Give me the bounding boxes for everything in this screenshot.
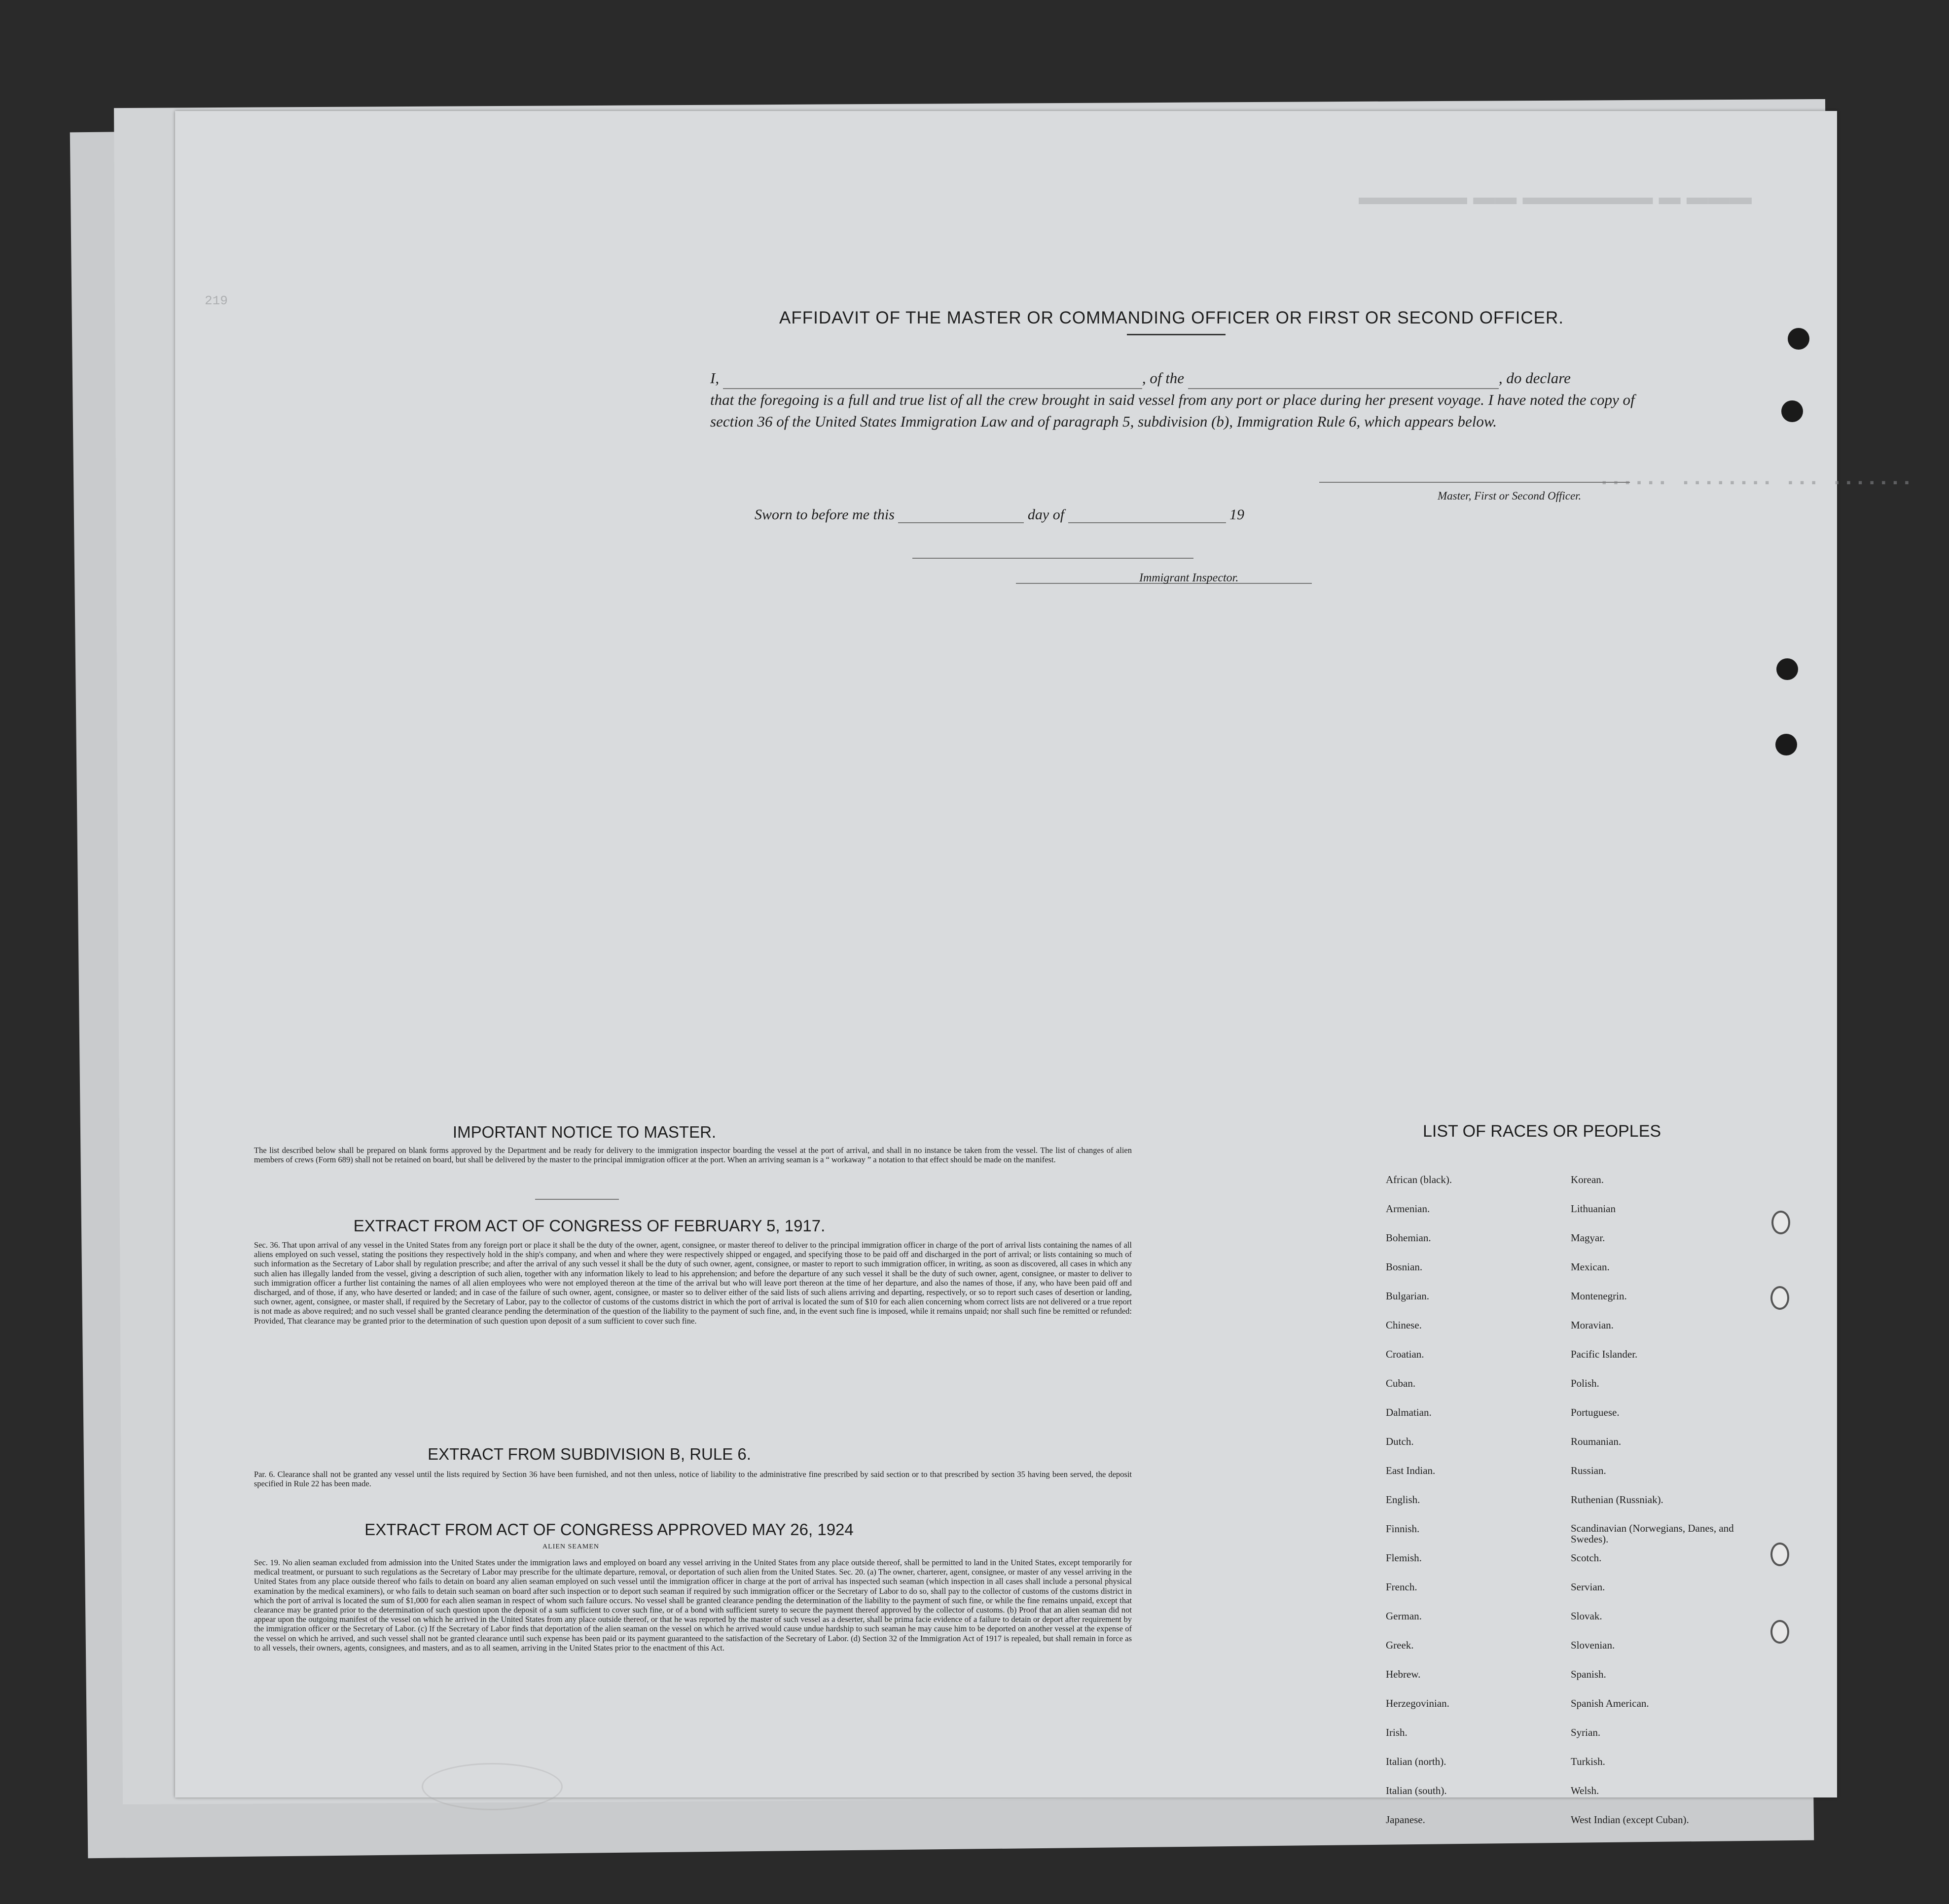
race-item: Italian (north). xyxy=(1386,1756,1446,1767)
affidavit-title: AFFIDAVIT OF THE MASTER OR COMMANDING OFFICER OR FIRST OR SECOND OFFICER. xyxy=(779,308,1564,327)
race-item: African (black). xyxy=(1386,1174,1452,1186)
race-item: Slovak. xyxy=(1571,1610,1602,1622)
race-item: Korean. xyxy=(1571,1174,1604,1186)
race-item: Syrian. xyxy=(1571,1726,1601,1738)
race-item: Dalmatian. xyxy=(1386,1406,1432,1418)
race-item: Hebrew. xyxy=(1386,1668,1421,1680)
punch-hole xyxy=(1788,328,1809,350)
affidavit-i-label: I, xyxy=(710,369,720,387)
signature-label: Master, First or Second Officer. xyxy=(1438,490,1582,502)
sworn-day-of: day of xyxy=(1027,506,1065,523)
race-item: Scotch. xyxy=(1571,1552,1602,1564)
affidavit-body xyxy=(710,367,1647,432)
race-item: Bosnian. xyxy=(1386,1261,1423,1273)
race-item: Spanish. xyxy=(1571,1668,1606,1680)
race-item: Japanese. xyxy=(1386,1814,1425,1826)
race-item: German. xyxy=(1386,1610,1422,1622)
races-title: LIST OF RACES OR PEOPLES xyxy=(1423,1122,1661,1141)
race-item: Ruthenian (Russniak). xyxy=(1571,1494,1663,1506)
notice-title: IMPORTANT NOTICE TO MASTER. xyxy=(452,1123,717,1141)
inspector-signature-line[interactable] xyxy=(912,558,1193,559)
section-rule xyxy=(535,1199,619,1200)
notice-body: The list described below shall be prepared on blank forms approved by the Department and be ready for delivery to the immigration inspector boarding the vessel at the port of arrival, and shall in no instance be taken from the vessel. The list of changes of alien members of crews (Form 689) shall not be retained on board, but shall be delivered by the master to the principal immigration officer at the port. When an arriving seaman is a “ workaway ” a notation to that effect should be made on the manifest. xyxy=(254,1146,1132,1165)
extract-1924-body: Sec. 19. No alien seaman excluded from admission into the United States under the immigration laws and employed on board any vessel arriving in the United States from any place outside thereof, shall be permitted to land in the United States, except temporarily for medical treatment, or pursuant to such regulations as the Secretary of Labor may prescribe for the ultimate departure, removal, or deportation of such alien from the United States. Sec. 20. (a) The owner, charterer, agent, consignee, or master of any vessel arriving in the United States from any place outside thereof who fails to detain on board any alien seaman employed on such vessel until the immigration officer in charge at the port of arrival has inspected such seaman (which inspection in all cases shall include a personal physical examination by the medical examiners), or who fails to detain such seaman on board after such inspection or to deport such seaman if required by such immigration officer or the Secretary of Labor to do so, shall pay to the collector of customs of the customs district in which the port of arrival is located the sum of $1,000 for each alien seaman in respect of whom such failure occurs. No vessel shall be granted clearance pending the determination of the liability to the payment of such fine, or while the fine remains unpaid, except that clearance may be granted prior to the determination of such question upon the deposit of a sum sufficient to cover such fine, or of a bond with sufficient surety to secure the payment thereof approved by the collector of customs. (b) Proof that an alien seaman did not appear upon the outgoing manifest of the vessel on which he arrived in the United States from any place outside thereof, or that he was reported by the master of such vessel as a deserter, shall be prima facie evidence of a failure to detain or deport after requirement by the immigration officer or the Secretary of Labor. (c) If the Secretary of Labor finds that deportation of the alien seaman on the vessel on which he arrived would cause undue hardship to such seaman he may cause him to be deported on another vessel at the expense of the vessel on which he arrived, and such vessel shall not be granted clearance until such expense has been paid or its payment guaranteed to the satisfaction of the Secretary of Labor. (d) Section 32 of the Immigration Act of 1917 is repealed, but shall remain in force as to all vessels, their owners, agents, consignees, and masters, and as to all seamen, arriving in the United States prior to the enactment of this Act. xyxy=(254,1558,1132,1653)
race-item: East Indian. xyxy=(1386,1465,1436,1476)
race-item: French. xyxy=(1386,1581,1417,1593)
signature-line[interactable] xyxy=(1319,482,1630,483)
race-item: West Indian (except Cuban). xyxy=(1571,1814,1689,1826)
extract-1917-title: EXTRACT FROM ACT OF CONGRESS OF FEBRUARY 5, 1917. xyxy=(353,1217,826,1235)
sworn-year-prefix: 19 xyxy=(1229,506,1245,523)
race-item: Turkish. xyxy=(1571,1756,1605,1767)
extract-1917-body: Sec. 36. That upon arrival of any vessel in the United States from any foreign port or place it shall be the duty of the owner, agent, consignee, or master thereof to deliver to the principal immigration officer in charge of the port of arrival lists containing the names of all aliens employed on such vessel, stating the positions they respectively hold in the ship's company, and when and where they were respectively shipped or engaged, and specifying those to be paid off and discharged in the port of arrival; or lists containing so much of such information as the Secretary of Labor shall by regulation prescribe; and after the arrival of any such vessel it shall be the duty of such owner, agent, consignee, or master to report to such immigration officer, in writing, as soon as discovered, all cases in which any such alien has illegally landed from the vessel, giving a description of such alien, together with any information likely to lead to his apprehension; and before the departure of any such vessel it shall be the duty of such owner, agent, consignee, or master to deliver to such immigration officer a further list containing the names of all alien employees who were not employed thereon at the time of the arrival but who will leave port thereon at the time of her departure, and also the names of those, if any, who have been paid off and discharged, and of those, if any, who have deserted or landed; and in case of the failure of such owner, agent, consignee, or master so to deliver either of the said lists of such aliens arriving and departing, respectively, or so to report such cases of desertion or landing, such owner, agent, consignee, or master shall, if required by the Secretary of Labor, pay to the collector of customs of the customs district in which the port of arrival is located the sum of $10 for each alien concerning whom correct lists are not delivered or a true report is not made as above required; and no such vessel shall be granted clearance pending the determination of the question of the liability to the payment of such fine, and, in the event such fine is imposed, while it remains unpaid; nor shall such fine be remitted or refunded: Provided, That clearance may be granted prior to the determination of such question upon deposit of a sum sufficient to cover such fine. xyxy=(254,1240,1132,1326)
races-list xyxy=(1386,1174,1758,1843)
race-item: Polish. xyxy=(1571,1377,1599,1389)
sworn-day-field[interactable] xyxy=(898,509,1024,523)
bleed-through-row: ▪▪▪▪▪▪ ▪▪▪▪▪▪▪▪ ▪▪▪ ▪▪▪▪▪▪▪ xyxy=(1600,476,1915,491)
race-item: Herzegovinian. xyxy=(1386,1697,1449,1709)
race-item: Bohemian. xyxy=(1386,1232,1431,1244)
bleed-through-heading: ▬▬▬ ▬ ▬▬▬▬▬▬ ▬▬ ▬▬▬▬▬ xyxy=(1359,185,1752,209)
race-item: Armenian. xyxy=(1386,1203,1430,1215)
affidavit-do-declare: , do declare xyxy=(1498,369,1571,387)
race-item: Servian. xyxy=(1571,1581,1605,1593)
race-item: Roumanian. xyxy=(1571,1436,1622,1447)
race-item: English. xyxy=(1386,1494,1420,1506)
margin-number: 219 xyxy=(205,293,228,308)
vessel-field[interactable] xyxy=(1188,375,1499,389)
race-item: Cuban. xyxy=(1386,1377,1416,1389)
race-item: Scandinavian (Norwegians, Danes, and Swedes). xyxy=(1571,1522,1734,1545)
race-item: Lithuanian xyxy=(1571,1203,1616,1215)
document-page xyxy=(175,111,1915,1826)
punch-hole xyxy=(1770,1620,1789,1644)
race-item: Montenegrin. xyxy=(1571,1290,1627,1302)
race-item: Greek. xyxy=(1386,1639,1414,1651)
affidavit-of-the: , of the xyxy=(1142,369,1185,387)
race-item: Russian. xyxy=(1571,1465,1606,1476)
title-rule xyxy=(1127,334,1226,335)
sworn-line xyxy=(755,506,1244,523)
punch-hole xyxy=(1776,658,1798,680)
punch-hole xyxy=(1770,1286,1789,1310)
race-item: Spanish American. xyxy=(1571,1697,1649,1709)
extract-rule6-body: Par. 6. Clearance shall not be granted any vessel until the lists required by Section 36 have been furnished, and not then unless, notice of liability to the administrative fine prescribed by said section or to that prescribed by section 35 having been served, the deposit specified in Rule 22 has been made. xyxy=(254,1470,1132,1489)
extract-rule6-title: EXTRACT FROM SUBDIVISION B, RULE 6. xyxy=(428,1445,751,1463)
inspector-label: Immigrant Inspector. xyxy=(1139,572,1239,584)
affidavit-statement: that the foregoing is a full and true list of all the crew brought in said vessel from any port or place during her present voyage. I have noted the copy of section 36 of the United States Immigration Law and of paragraph 5, subdivision (b), Immigration Rule 6, which appears below. xyxy=(710,391,1635,430)
race-item: Portuguese. xyxy=(1571,1406,1620,1418)
race-item: Chinese. xyxy=(1386,1319,1422,1331)
race-item: Magyar. xyxy=(1571,1232,1605,1244)
race-item: Italian (south). xyxy=(1386,1785,1447,1796)
punch-hole xyxy=(1775,734,1797,755)
race-item: Pacific Islander. xyxy=(1571,1348,1638,1360)
race-item: Welsh. xyxy=(1571,1785,1599,1796)
name-field[interactable] xyxy=(723,375,1142,389)
race-item: Croatian. xyxy=(1386,1348,1424,1360)
race-item: Finnish. xyxy=(1386,1523,1420,1535)
race-item: Slovenian. xyxy=(1571,1639,1615,1651)
stamp-mark xyxy=(422,1763,563,1810)
race-item: Dutch. xyxy=(1386,1436,1414,1447)
extract-1924-subtitle: ALIEN SEAMEN xyxy=(542,1543,600,1550)
race-item: Mexican. xyxy=(1571,1261,1610,1273)
race-item: Bulgarian. xyxy=(1386,1290,1430,1302)
punch-hole xyxy=(1770,1543,1789,1566)
race-item: Irish. xyxy=(1386,1726,1408,1738)
race-item: Flemish. xyxy=(1386,1552,1422,1564)
punch-hole xyxy=(1771,1211,1790,1234)
sworn-month-field[interactable] xyxy=(1068,509,1226,523)
punch-hole xyxy=(1781,400,1803,422)
sworn-prefix: Sworn to before me this xyxy=(755,506,895,523)
race-item: Moravian. xyxy=(1571,1319,1614,1331)
extract-1924-title: EXTRACT FROM ACT OF CONGRESS APPROVED MAY 26, 1924 xyxy=(364,1520,854,1539)
